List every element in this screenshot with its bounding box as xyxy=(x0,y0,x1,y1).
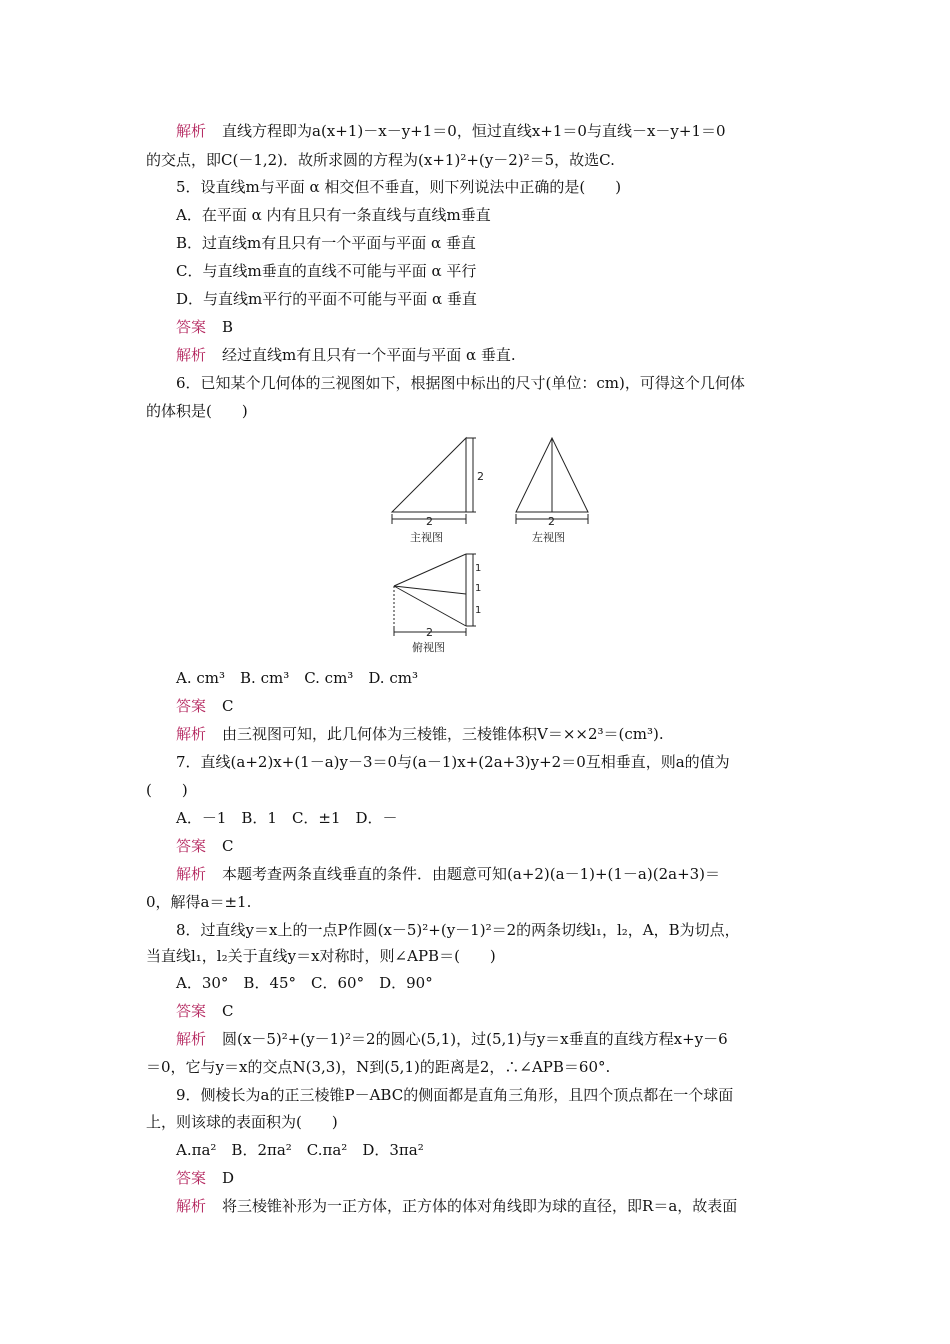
answer-line: 答案 C xyxy=(176,837,234,855)
top-side-label-3: 1 xyxy=(475,605,482,616)
answer-label: 答案 xyxy=(176,697,207,715)
top-width-label: 2 xyxy=(426,626,433,639)
answer-label: 答案 xyxy=(176,837,207,855)
options-7: A．－1 B．1 C．±1 D．－ xyxy=(176,809,398,827)
top-caption: 俯视图 xyxy=(412,641,445,654)
question-8: 8．过直线y＝x上的一点P作圆(x－5)²+(y－1)²＝2的两条切线l₁，l₂，A，B为切点， xyxy=(176,921,740,939)
text-line: 上，则该球的表面积为( ) xyxy=(146,1113,338,1131)
analysis-line: 解析 由三视图可知，此几何体为三棱锥，三棱锥体积V＝××2³＝(cm³). xyxy=(176,725,664,743)
question-7: 7．直线(a+2)x+(1－a)y－3＝0与(a－1)x+(2a+3)y+2＝0互相垂直，则a的值为 xyxy=(176,753,730,771)
options-8: A．30° B．45° C．60° D．90° xyxy=(176,974,433,992)
front-view-shape xyxy=(392,438,466,512)
text-line: 0，解得a＝±1. xyxy=(146,893,252,911)
answer-label: 答案 xyxy=(176,1169,207,1187)
text-line: 当直线l₁，l₂关于直线y＝x对称时，则∠APB＝( ) xyxy=(146,947,496,965)
answer-label: 答案 xyxy=(176,1002,207,1020)
text-line: ＝0，它与y＝x的交点N(3,3)，N到(5,1)的距离是2，∴∠APB＝60°. xyxy=(146,1058,611,1076)
option-b: B．过直线m有且只有一个平面与平面 α 垂直 xyxy=(176,234,476,252)
analysis-label: 解析 xyxy=(176,122,207,140)
answer-line: 答案 D xyxy=(176,1169,235,1187)
top-side-label-2: 1 xyxy=(475,583,482,594)
front-width-label: 2 xyxy=(426,515,433,528)
option-c: C．与直线m垂直的直线不可能与平面 α 平行 xyxy=(176,262,477,280)
analysis-label: 解析 xyxy=(176,1197,207,1215)
front-height-label: 2 xyxy=(477,470,484,483)
answer-line: 答案 B xyxy=(176,318,234,336)
text-line: 的交点，即C(－1,2)．故所求圆的方程为(x+1)²+(y－2)²＝5，故选C. xyxy=(146,151,615,169)
answer-line: 答案 C xyxy=(176,1002,234,1020)
three-view-figure xyxy=(380,430,610,656)
question-6: 6．已知某个几何体的三视图如下，根据图中标出的尺寸(单位：cm)，可得这个几何体 xyxy=(176,374,745,392)
analysis-line: 解析 圆(x－5)²+(y－1)²＝2的圆心(5,1)，过(5,1)与y＝x垂直的直线方程x+y－6 xyxy=(176,1030,728,1048)
analysis-label: 解析 xyxy=(176,346,207,364)
options-6: A. cm³ B. cm³ C. cm³ D. cm³ xyxy=(176,669,418,687)
analysis-line: 解析 经过直线m有且只有一个平面与平面 α 垂直. xyxy=(176,346,516,364)
question-5: 5．设直线m与平面 α 相交但不垂直，则下列说法中正确的是( ) xyxy=(176,178,622,196)
answer-line: 答案 C xyxy=(176,697,234,715)
analysis-line-1: 解析 直线方程即为a(x+1)－x－y+1＝0，恒过直线x+1＝0与直线－x－y+1＝0 xyxy=(176,122,726,140)
top-side-label-1: 1 xyxy=(475,563,482,574)
text-line: ( ) xyxy=(146,781,188,799)
analysis-line: 解析 本题考查两条直线垂直的条件．由题意可知(a+2)(a－1)+(1－a)(2a+3)＝ xyxy=(176,865,721,883)
question-9: 9．侧棱长为a的正三棱锥P－ABC的侧面都是直角三角形，且四个顶点都在一个球面 xyxy=(176,1086,734,1104)
side-caption: 左视图 xyxy=(532,531,565,544)
text-line: 的体积是( ) xyxy=(146,402,248,420)
options-9: A.πa² B．2πa² C.πa² D．3πa² xyxy=(176,1141,424,1159)
option-d: D．与直线m平行的平面不可能与平面 α 垂直 xyxy=(176,290,477,308)
answer-label: 答案 xyxy=(176,318,207,336)
analysis-label: 解析 xyxy=(176,725,207,743)
side-width-label: 2 xyxy=(548,515,555,528)
analysis-label: 解析 xyxy=(176,865,207,883)
front-caption: 主视图 xyxy=(410,531,443,544)
analysis-label: 解析 xyxy=(176,1030,207,1048)
option-a: A．在平面 α 内有且只有一条直线与直线m垂直 xyxy=(176,206,491,224)
analysis-line: 解析 将三棱锥补形为一正方体，正方体的体对角线即为球的直径，即R＝a，故表面 xyxy=(176,1197,738,1215)
